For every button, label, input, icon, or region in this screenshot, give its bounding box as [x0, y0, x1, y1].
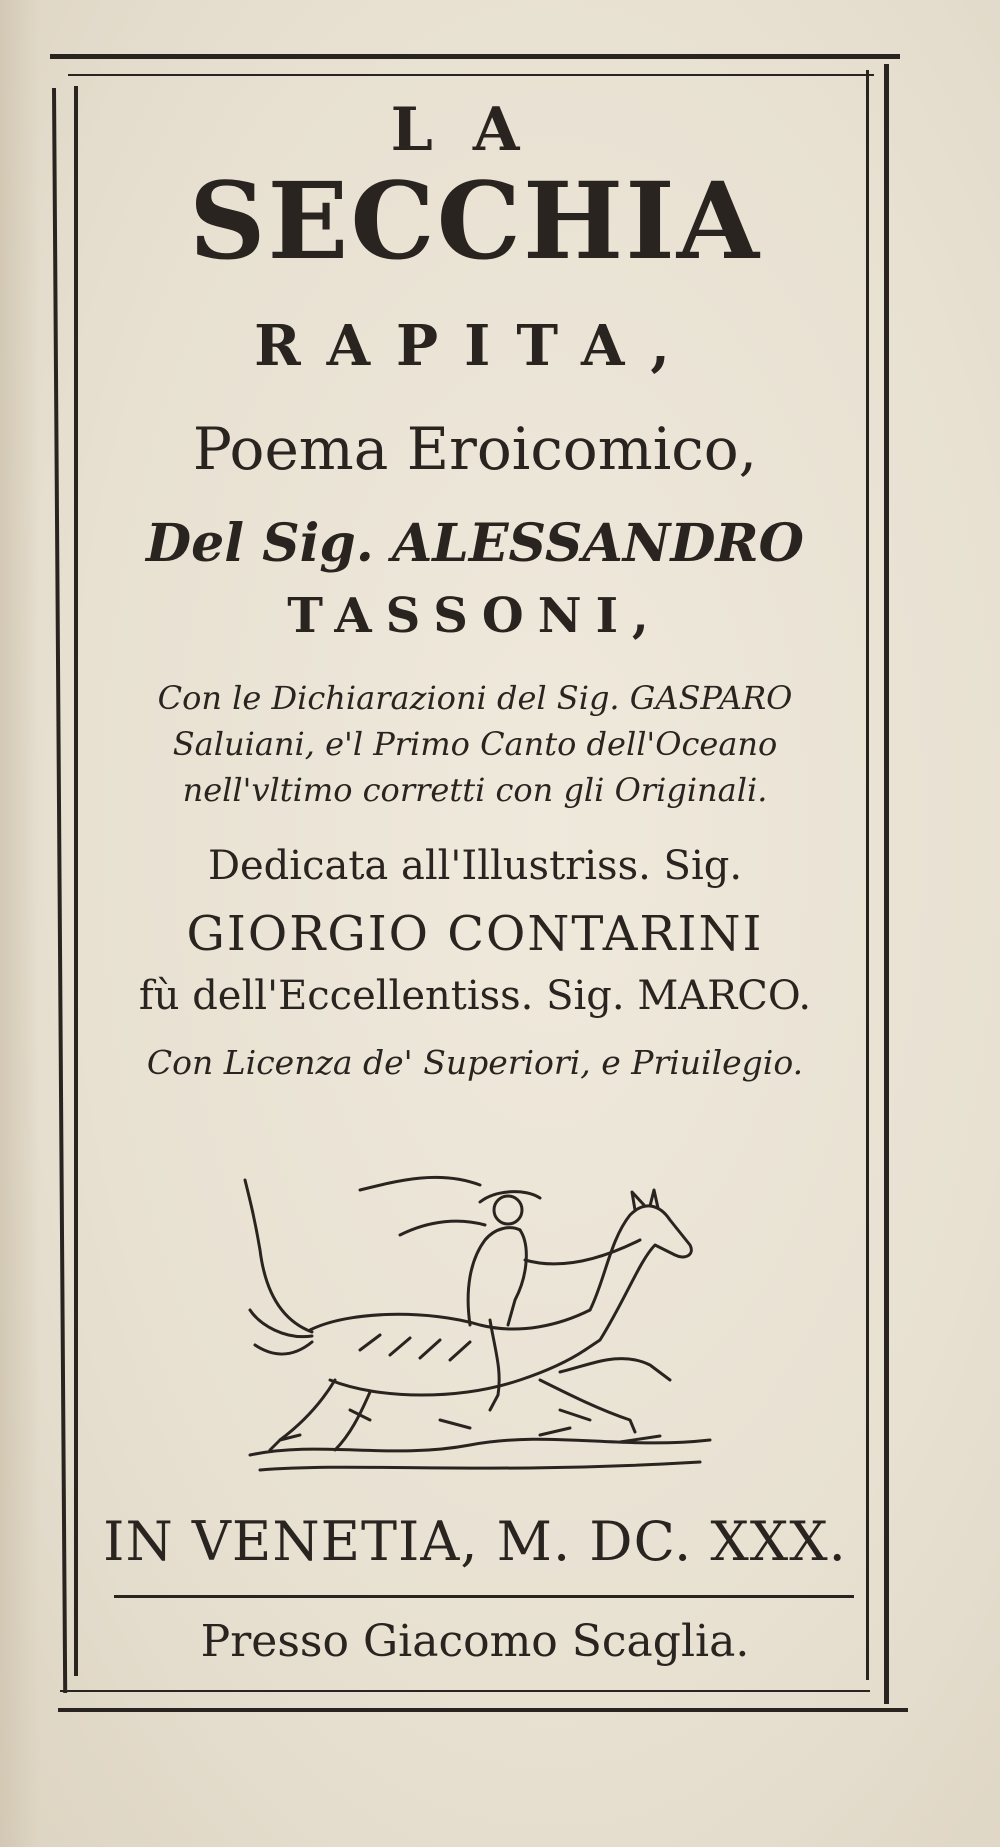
dedication-line: Dedicata all'Illustriss. Sig.: [207, 843, 743, 889]
title-article: LA: [390, 95, 560, 165]
frame-top-inner-rule: [68, 74, 874, 76]
dedicatee-lineage: fù dell'Eccellentiss. Sig. MARCO.: [138, 973, 812, 1019]
horse-and-rider-woodcut-icon: [240, 1110, 720, 1490]
dedicatee-name: GIORGIO CONTARINI: [186, 906, 764, 962]
title-rapita: RAPITA,: [254, 313, 696, 379]
frame-bottom-outer-rule: [58, 1708, 908, 1712]
imprint-rule: [114, 1595, 854, 1598]
subtitle: Poema Eroicomico,: [192, 415, 758, 483]
imprint-printer: Presso Giacomo Scaglia.: [200, 1616, 750, 1667]
frame-top-outer-rule: [50, 54, 900, 59]
frame-left-outer-rule: [52, 88, 67, 1693]
frame-right-inner-rule: [866, 70, 869, 1680]
notes-line-1: Con le Dichiarazioni del Sig. GASPARO: [157, 679, 793, 717]
imprint-place-date: IN VENETIA, M. DC. XXX.: [103, 1510, 847, 1573]
frame-right-outer-rule: [884, 64, 889, 1704]
frame-left-inner-rule: [74, 86, 78, 1676]
notes-line-3: nell'vltimo corretti con gli Originali.: [182, 771, 768, 809]
frame-bottom-inner-rule: [60, 1690, 870, 1692]
spine-shadow: [0, 0, 40, 1847]
author-line: Del Sig. ALESSANDRO: [146, 513, 804, 574]
notes-line-2: Saluiani, e'l Primo Canto dell'Oceano: [172, 725, 778, 763]
author-surname: TASSONI,: [287, 588, 663, 644]
title-main: SECCHIA: [188, 158, 762, 283]
license-line: Con Licenza de' Superiori, e Priuilegio.: [146, 1043, 804, 1082]
